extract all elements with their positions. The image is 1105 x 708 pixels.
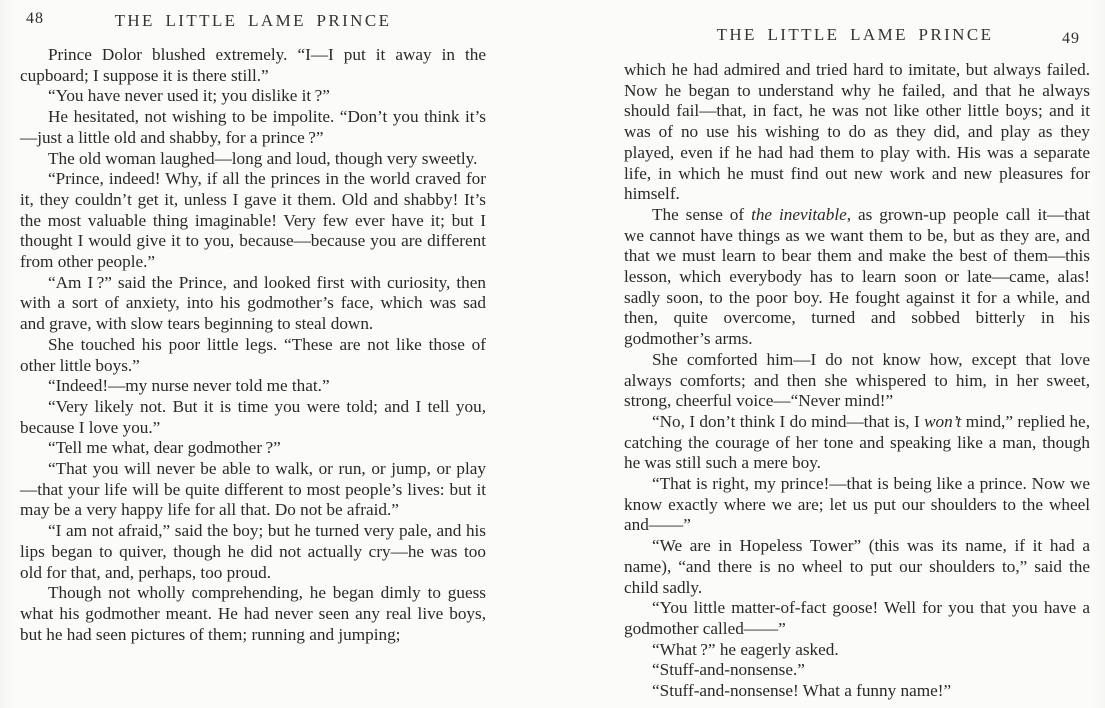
paragraph bbox=[624, 205, 1090, 350]
page-number-left: 48 bbox=[26, 10, 44, 27]
text-run: “Indeed!—my nurse never told me that.” bbox=[48, 376, 330, 396]
paragraph bbox=[624, 640, 1090, 661]
paragraph bbox=[624, 474, 1090, 536]
paragraph bbox=[624, 536, 1090, 598]
paragraph bbox=[624, 681, 1090, 702]
paragraph bbox=[624, 60, 1090, 205]
text-run: “Very likely not. But it is time you were told; and I tell you, because I love you.” bbox=[20, 396, 486, 437]
text-run: mind,” replied he, catching the courage of her tone and speaking like a man, though he was still such a mere boy. bbox=[624, 411, 1090, 473]
running-title-left: THE LITTLE LAME PRINCE bbox=[114, 11, 392, 30]
text-run: “I am not afraid,” said the boy; but he turned very pale, and his lips began to quiver, though he did not actually cry—he was too old for that, and, perhaps, too proud. bbox=[20, 521, 486, 582]
text-run: “That you will never be able to walk, or run, or jump, or play—that your life will be quite different to most people’s lives: but it may be a very happy life for all that. Do not be afraid.” bbox=[20, 459, 486, 520]
text-run: “Am I ?” said the Prince, and looked first with curiosity, then with a sort of anxiety, into his godmother’s face, which was sad and grave, with slow tears beginning to steal down. bbox=[20, 272, 486, 334]
text-run: “We are in Hopeless Tower” (this was its name, if it had a name), “and there is no wheel to put our shoulders to,” said the child sadly. bbox=[624, 536, 1090, 597]
text-run: , as grown-up people call it—that we cannot have things as we want them to be, but as they are, and that we must learn to bear them and make the best of them—this lesson, which everybody has to learn soon or late—came, alas! sadly soon, to the poor boy. He fought against it for a while, and then, quite overcome, turned and sobbed bitterly in his godmother’s arms. bbox=[624, 204, 1090, 349]
text-run: She comforted him—I do not know how, except that love always comforts; and then she whispered to him, in her sweet, strong, cheerful voice—“Never mind!” bbox=[624, 349, 1090, 411]
text-run: “Stuff-and-nonsense! What a funny name!” bbox=[652, 681, 952, 701]
paragraph bbox=[624, 350, 1090, 412]
text-run: “That is right, my prince!—that is being like a prince. Now we know exactly where we are; let us put our shoulders to the wheel and——” bbox=[624, 474, 1090, 535]
paragraph bbox=[624, 598, 1090, 639]
text-run: “Stuff-and-nonsense.” bbox=[652, 660, 805, 680]
running-title-right: THE LITTLE LAME PRINCE bbox=[716, 25, 994, 44]
text-run: which he had admired and tried hard to imitate, but always failed. Now he began to understand why he failed, and that he always should fail—that, in fact, he was not like other little boys; and it was of no use his wishing to do as they did, and play as they played, even if he had had them to play with. His was a separate life, in which he must find out new work and new pleasures for himself. bbox=[624, 60, 1090, 204]
text-run: She touched his poor little legs. “These are not like those of other little boys.” bbox=[20, 334, 486, 375]
text-run: The sense of bbox=[652, 204, 752, 224]
text-run-italic: the inevitable bbox=[751, 204, 847, 224]
page-body-right bbox=[624, 60, 1090, 702]
text-run: “Tell me what, dear godmother ?” bbox=[48, 438, 281, 458]
text-run: “You little matter-of-fact goose! Well for you that you have a godmother called——” bbox=[624, 598, 1090, 638]
text-run: “Prince, indeed! Why, if all the princes in the world craved for it, they couldn’t get it, unless I gave it them. Old and shabby! It’s the most valuable thing imaginable! Very few ever have it; but I thought I would give it to you, because—because you are different from other people.” bbox=[20, 169, 486, 272]
text-run: “No, I don’t think I do mind—that is, I bbox=[652, 411, 925, 431]
paragraph bbox=[624, 412, 1090, 474]
text-run: “What ?” he eagerly asked. bbox=[652, 639, 839, 659]
text-run: The old woman laughed—long and loud, though very sweetly. bbox=[48, 148, 478, 168]
text-run: He hesitated, not wishing to be impolite. “Don’t you think it’s—just a little old and shabby, for a prince ?” bbox=[20, 107, 486, 147]
text-run: “You have never used it; you dislike it ?” bbox=[48, 86, 330, 106]
text-run-italic: won’t bbox=[924, 411, 962, 431]
paragraph bbox=[624, 660, 1090, 681]
text-run: Prince Dolor blushed extremely. “I—I put it away in the cupboard; I suppose it is there still.” bbox=[20, 45, 486, 85]
text-run: Though not wholly comprehending, he began dimly to guess what his godmother meant. He had never seen any real live boys, but he had seen pictures of them; running and jumping; bbox=[20, 583, 486, 644]
page-number-right: 49 bbox=[1062, 30, 1080, 47]
